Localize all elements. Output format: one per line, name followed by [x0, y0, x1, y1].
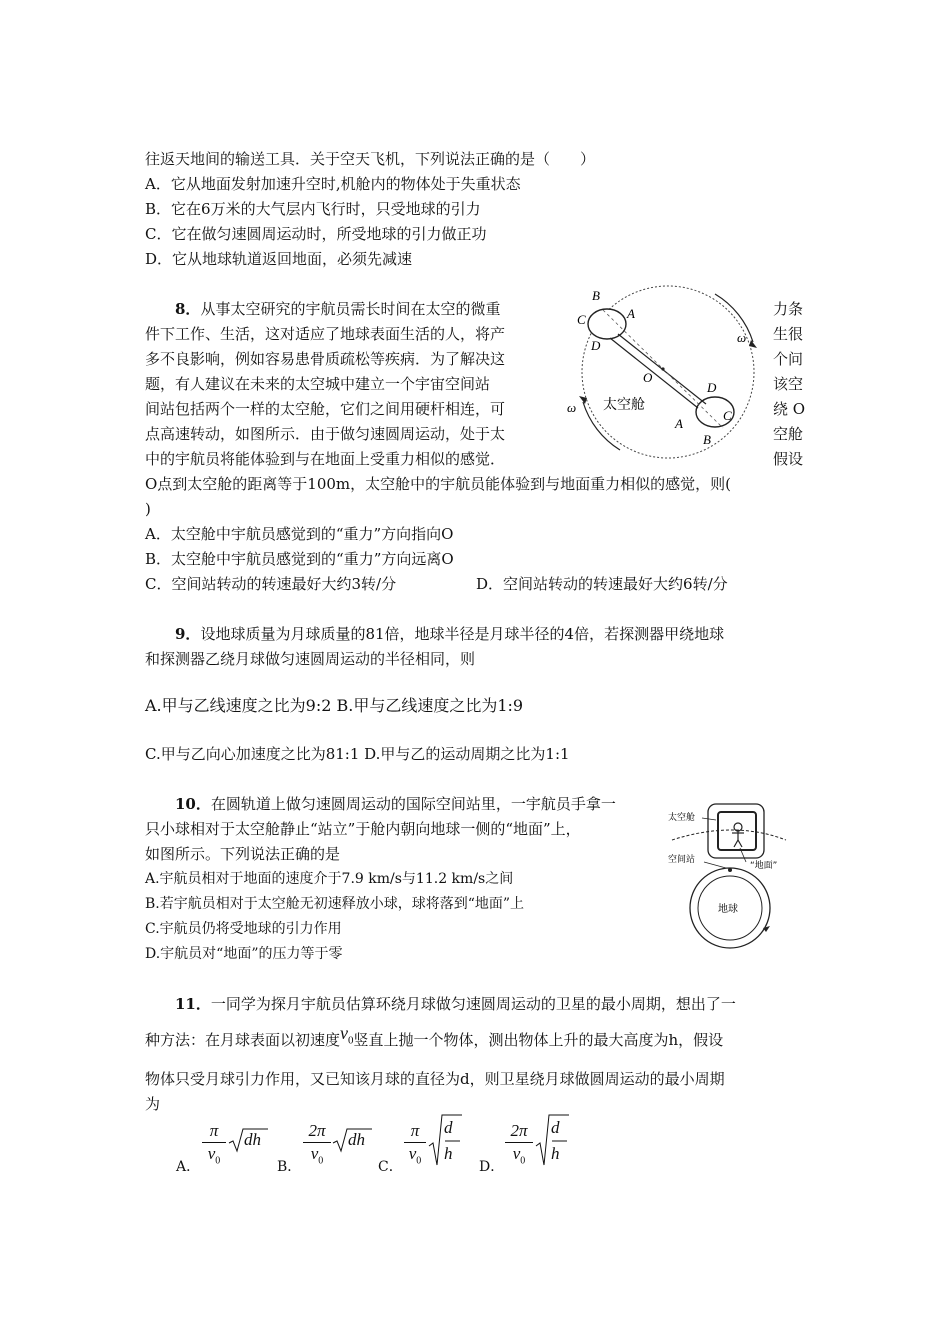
q7-option-c: C．它在做匀速圆周运动时，所受地球的引力做正功: [145, 225, 487, 243]
label-ground: “地面”: [750, 861, 778, 871]
label-b-top: B: [592, 288, 600, 303]
q11-line-2: 种方法：在月球表面以初速度$v_0$竖直上抛一个物体，测出物体上升的最大高度为h，假设: [145, 1023, 724, 1049]
label-capsule-10: 太空舱: [668, 813, 696, 823]
q10-line-2: 只小球相对于太空舱静止“站立”于舱内朝向地球一侧的“地面”上，: [145, 820, 581, 838]
q7-option-a: A．它从地面发射加速升空时,机舱内的物体处于失重状态: [145, 175, 521, 193]
q8-line-4: 题，有人建议在未来的太空城中建立一个宇宙空间站: [145, 375, 491, 393]
q8-line-full: O点到太空舱的距离等于100m，太空舱中的宇航员能体验到与地面重力相似的感觉，则(: [145, 475, 732, 493]
q10-option-b: B.若宇航员相对于太空舱无初速释放小球，球将落到“地面”上: [145, 896, 525, 912]
q8-right-4: 该空: [773, 375, 804, 393]
label-omega-left: ω: [567, 400, 577, 415]
q9-line-1: 9．设地球质量为月球质量的81倍，地球半径是月球半径的4倍，若探测器甲绕地球: [175, 625, 725, 643]
q8-close-paren: ): [145, 500, 151, 518]
q10-line-3: 如图所示。下列说法正确的是: [145, 845, 341, 863]
q9-options-ab: A.甲与乙线速度之比为9:2 B.甲与乙线速度之比为1:9: [145, 696, 524, 715]
label-o: O: [643, 370, 653, 385]
q8-line-1: 8．从事太空研究的宇航员需长时间在太空的微重: [175, 300, 501, 318]
label-d-top: D: [591, 338, 601, 353]
q8-line-3: 多不良影响，例如容易患骨质疏松等疾病．为了解决这: [145, 350, 506, 368]
space-station-diagram: [565, 282, 770, 462]
q8-number: 8．: [175, 300, 201, 318]
q10-option-c: C.宇航员仍将受地球的引力作用: [145, 921, 342, 937]
v0-symbol: $v_0$: [340, 1023, 354, 1047]
q7-option-b: B．它在6万米的大气层内飞行时，只受地球的引力: [145, 200, 481, 218]
label-c-bottom: C: [723, 408, 732, 423]
q8-option-d: D．空间站转动的转速最好大约6转/分: [476, 575, 728, 593]
q8-right-5: 绕 O: [773, 400, 806, 418]
q8-right-1: 力条: [773, 300, 804, 318]
q8-option-b: B．太空舱中宇航员感觉到的“重力”方向远离O: [145, 550, 454, 568]
q8-right-7: 假设: [773, 450, 804, 468]
label-c-top: C: [577, 312, 586, 327]
q7-option-d: D．它从地球轨道返回地面，必须先减速: [145, 250, 413, 268]
q10-line-1: 10．在圆轨道上做匀速圆周运动的国际空间站里，一宇航员手拿一: [175, 795, 616, 813]
q8-option-c: C．空间站转动的转速最好大约3转/分: [145, 575, 397, 593]
q10-number: 10．: [175, 795, 211, 813]
q9-line-2: 和探测器乙绕月球做匀速圆周运动的半径相同，则: [145, 650, 476, 668]
q9-number: 9．: [175, 625, 201, 643]
q8-option-a: A．太空舱中宇航员感觉到的“重力”方向指向O: [145, 525, 454, 543]
label-d-bottom: D: [707, 380, 717, 395]
q8-line-6: 点高速转动，如图所示．由于做匀速圆周运动，处于太: [145, 425, 506, 443]
label-omega-right: ω: [737, 330, 747, 345]
q8-line-2: 件下工作、生活，这对适应了地球表面生活的人，将产: [145, 325, 506, 343]
q8-right-3: 个问: [773, 350, 804, 368]
q9-options-cd: C.甲与乙向心加速度之比为81:1 D.甲与乙的运动周期之比为1:1: [145, 745, 570, 763]
q11-line-4: 为: [145, 1095, 161, 1113]
q7-stem: 往返天地间的输送工具．关于空天飞机，下列说法正确的是（ ）: [145, 150, 596, 168]
q11-number: 11．: [175, 995, 211, 1013]
label-b-bottom: B: [703, 432, 711, 447]
q10-option-d: D.宇航员对“地面”的压力等于零: [145, 946, 343, 962]
q8-right-6: 空舱: [773, 425, 804, 443]
label-station: 空间站: [668, 855, 696, 865]
q8-line-5: 间站包括两个一样的太空舱，它们之间用硬杆相连，可: [145, 400, 506, 418]
q11-line-1: 11．一同学为探月宇航员估算环绕月球做匀速圆周运动的卫星的最小周期，想出了一: [175, 995, 736, 1013]
q8-line-7: 中的宇航员将能体验到与在地面上受重力相似的感觉．: [145, 450, 506, 468]
q8-right-2: 生很: [773, 325, 804, 343]
label-a-top: A: [627, 306, 635, 321]
label-earth: 地球: [718, 904, 738, 915]
iss-diagram: [668, 800, 788, 952]
label-capsule: 太空舱: [603, 397, 645, 413]
q11-line-3: 物体只受月球引力作用，又已知该月球的直径为d，则卫星绕月球做圆周运动的最小周期: [145, 1070, 725, 1088]
label-a-bottom: A: [675, 416, 683, 431]
q10-option-a: A.宇航员相对于地面的速度介于7.9 km/s与11.2 km/s之间: [145, 871, 514, 887]
